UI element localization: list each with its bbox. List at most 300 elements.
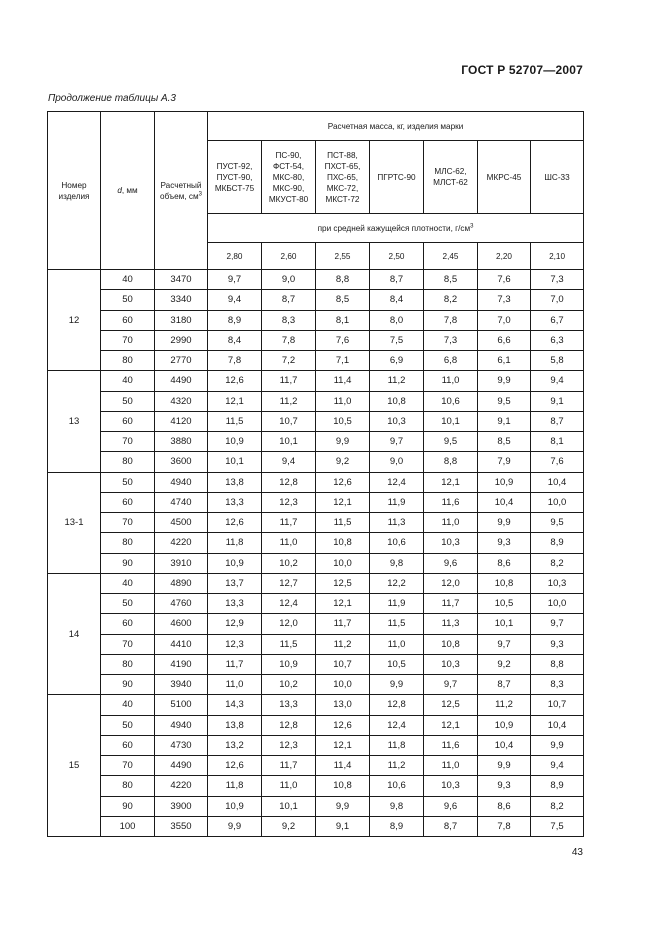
header-density-text: при средней кажущейся плотности, г/см [317,223,471,233]
diameter-cell: 70 [101,330,155,350]
mass-cell: 9,1 [478,411,531,431]
mass-cell: 8,9 [208,310,262,330]
header-density-value-5: 2,45 [424,243,478,270]
mass-cell: 10,3 [424,654,478,674]
mass-cell: 9,7 [478,634,531,654]
mass-cell: 9,9 [370,675,424,695]
table-row [48,310,584,330]
volume-cell: 4190 [155,654,208,674]
mass-cell: 7,3 [531,270,584,290]
mass-cell: 6,8 [424,351,478,371]
mass-cell: 6,9 [370,351,424,371]
mass-cell: 13,3 [208,492,262,512]
volume-cell: 3550 [155,816,208,836]
diameter-cell: 60 [101,735,155,755]
mass-cell: 9,6 [424,796,478,816]
table-row [48,614,584,634]
mass-cell: 12,4 [370,472,424,492]
mass-cell: 9,0 [262,270,316,290]
diameter-cell: 70 [101,432,155,452]
mass-cell: 11,4 [316,756,370,776]
mass-cell: 11,2 [478,695,531,715]
mass-cell: 7,0 [531,290,584,310]
mass-cell: 11,7 [262,513,316,533]
mass-cell: 9,6 [424,553,478,573]
mass-cell: 10,4 [478,492,531,512]
mass-cell: 13,2 [208,735,262,755]
mass-cell: 11,8 [208,776,262,796]
item-number-cell: 13 [48,371,101,472]
header-volume-sup: 3 [198,190,202,197]
mass-cell: 9,3 [478,533,531,553]
mass-cell: 9,8 [370,553,424,573]
mass-cell: 10,0 [531,594,584,614]
mass-cell: 11,7 [316,614,370,634]
mass-cell: 11,2 [370,756,424,776]
mass-table [47,111,584,837]
header-grade-4: ПГРТС-90 [370,141,424,214]
mass-cell: 10,9 [208,796,262,816]
mass-cell: 12,6 [316,715,370,735]
mass-cell: 9,1 [531,391,584,411]
mass-cell: 10,9 [478,472,531,492]
mass-cell: 5,8 [531,351,584,371]
mass-cell: 8,9 [370,816,424,836]
table-row [48,472,584,492]
mass-cell: 12,1 [208,391,262,411]
header-grade-2: ПС-90, ФСТ-54, МКС-80, МКС-90, МКУСТ-80 [262,141,316,214]
mass-cell: 10,0 [531,492,584,512]
mass-cell: 9,3 [478,776,531,796]
diameter-cell: 50 [101,715,155,735]
mass-cell: 8,5 [424,270,478,290]
volume-cell: 2990 [155,330,208,350]
mass-cell: 7,8 [478,816,531,836]
mass-cell: 9,0 [370,452,424,472]
mass-cell: 8,3 [531,675,584,695]
table-row [48,290,584,310]
mass-cell: 12,9 [208,614,262,634]
mass-cell: 11,6 [424,492,478,512]
mass-cell: 10,2 [262,553,316,573]
item-number-cell: 14 [48,573,101,695]
mass-cell: 12,7 [262,573,316,593]
mass-cell: 10,5 [370,654,424,674]
volume-cell: 3940 [155,675,208,695]
mass-cell: 8,1 [316,310,370,330]
mass-cell: 8,4 [208,330,262,350]
mass-cell: 12,8 [262,715,316,735]
mass-cell: 9,9 [208,816,262,836]
mass-cell: 11,9 [370,492,424,512]
mass-cell: 13,8 [208,715,262,735]
header-density-sup: 3 [470,222,474,229]
diameter-cell: 70 [101,513,155,533]
mass-cell: 10,5 [316,411,370,431]
mass-cell: 11,4 [316,371,370,391]
mass-cell: 10,1 [262,796,316,816]
volume-cell: 4320 [155,391,208,411]
diameter-cell: 50 [101,391,155,411]
mass-cell: 12,8 [262,472,316,492]
mass-cell: 11,3 [370,513,424,533]
mass-cell: 12,1 [316,594,370,614]
mass-cell: 7,6 [316,330,370,350]
diameter-cell: 50 [101,290,155,310]
mass-cell: 11,3 [424,614,478,634]
table-row [48,432,584,452]
mass-cell: 9,4 [531,371,584,391]
mass-cell: 9,7 [370,432,424,452]
mass-cell: 10,6 [370,776,424,796]
mass-cell: 13,7 [208,573,262,593]
table-row [48,330,584,350]
mass-cell: 10,6 [424,391,478,411]
table-row [48,573,584,593]
page-number: 43 [571,847,583,858]
mass-cell: 9,9 [478,513,531,533]
mass-cell: 7,1 [316,351,370,371]
mass-cell: 10,0 [316,675,370,695]
header-diameter-unit: , мм [121,186,138,195]
mass-cell: 10,2 [262,675,316,695]
mass-cell: 9,2 [316,452,370,472]
volume-cell: 3470 [155,270,208,290]
mass-cell: 10,4 [478,735,531,755]
diameter-cell: 80 [101,452,155,472]
volume-cell: 4940 [155,472,208,492]
mass-cell: 12,4 [262,594,316,614]
mass-cell: 9,5 [424,432,478,452]
mass-cell: 12,4 [370,715,424,735]
diameter-cell: 60 [101,614,155,634]
header-density-value-6: 2,20 [478,243,531,270]
item-number-cell: 12 [48,270,101,371]
mass-cell: 12,3 [208,634,262,654]
mass-cell: 13,3 [208,594,262,614]
mass-cell: 11,0 [424,756,478,776]
mass-cell: 12,6 [208,756,262,776]
mass-cell: 12,8 [370,695,424,715]
mass-cell: 12,1 [316,492,370,512]
mass-cell: 8,8 [424,452,478,472]
mass-cell: 11,7 [262,756,316,776]
mass-cell: 8,0 [370,310,424,330]
mass-cell: 11,0 [424,513,478,533]
mass-cell: 10,6 [370,533,424,553]
mass-cell: 11,0 [208,675,262,695]
mass-cell: 10,3 [531,573,584,593]
volume-cell: 4890 [155,573,208,593]
diameter-cell: 80 [101,533,155,553]
mass-cell: 7,5 [370,330,424,350]
mass-cell: 7,5 [531,816,584,836]
mass-cell: 9,1 [316,816,370,836]
header-density-value-3: 2,55 [316,243,370,270]
mass-cell: 11,2 [262,391,316,411]
volume-cell: 3340 [155,290,208,310]
mass-cell: 9,7 [531,614,584,634]
mass-cell: 11,2 [370,371,424,391]
mass-cell: 9,5 [478,391,531,411]
mass-cell: 9,8 [370,796,424,816]
mass-cell: 10,8 [370,391,424,411]
mass-cell: 11,7 [424,594,478,614]
volume-cell: 4490 [155,371,208,391]
mass-cell: 10,3 [424,533,478,553]
table-continuation-caption: Продолжение таблицы А.3 [48,93,176,104]
mass-cell: 7,8 [262,330,316,350]
volume-cell: 4740 [155,492,208,512]
mass-cell: 12,1 [424,715,478,735]
mass-cell: 12,6 [316,472,370,492]
volume-cell: 4220 [155,533,208,553]
table-row [48,411,584,431]
mass-cell: 8,7 [262,290,316,310]
table-row [48,735,584,755]
mass-cell: 10,8 [316,533,370,553]
volume-cell: 4410 [155,634,208,654]
volume-cell: 4760 [155,594,208,614]
mass-cell: 9,2 [478,654,531,674]
table-row [48,391,584,411]
diameter-cell: 90 [101,796,155,816]
mass-cell: 10,5 [478,594,531,614]
header-grade-7: ШС-33 [531,141,584,214]
table-row [48,756,584,776]
mass-cell: 10,9 [478,715,531,735]
volume-cell: 4500 [155,513,208,533]
mass-cell: 12,3 [262,492,316,512]
mass-cell: 9,9 [316,796,370,816]
mass-cell: 12,0 [262,614,316,634]
mass-cell: 11,2 [316,634,370,654]
mass-cell: 9,9 [478,371,531,391]
mass-cell: 8,6 [478,553,531,573]
header-density-value-7: 2,10 [531,243,584,270]
mass-cell: 12,5 [424,695,478,715]
item-number-cell: 13-1 [48,472,101,573]
mass-cell: 8,1 [531,432,584,452]
mass-cell: 11,0 [262,776,316,796]
header-grade-3: ПСТ-88, ПХСТ-65, ПХС-65, МКС-72, МКСТ-72 [316,141,370,214]
diameter-cell: 80 [101,351,155,371]
mass-cell: 9,5 [531,513,584,533]
mass-cell: 12,0 [424,573,478,593]
mass-cell: 11,5 [316,513,370,533]
mass-cell: 8,5 [316,290,370,310]
mass-cell: 8,7 [478,675,531,695]
header-volume [155,112,208,270]
volume-cell: 4730 [155,735,208,755]
mass-cell: 10,1 [424,411,478,431]
mass-cell: 6,6 [478,330,531,350]
mass-cell: 11,5 [370,614,424,634]
diameter-cell: 80 [101,654,155,674]
mass-cell: 8,2 [531,796,584,816]
mass-cell: 11,5 [208,411,262,431]
mass-cell: 8,9 [531,533,584,553]
mass-cell: 8,5 [478,432,531,452]
mass-cell: 9,7 [424,675,478,695]
mass-cell: 7,6 [478,270,531,290]
volume-cell: 2770 [155,351,208,371]
table-row [48,654,584,674]
mass-cell: 12,1 [424,472,478,492]
mass-cell: 7,9 [478,452,531,472]
table-row [48,634,584,654]
mass-cell: 8,7 [370,270,424,290]
volume-cell: 4940 [155,715,208,735]
mass-cell: 10,9 [262,654,316,674]
diameter-cell: 70 [101,634,155,654]
mass-cell: 8,4 [370,290,424,310]
header-mass: Расчетная масса, кг, изделия марки [208,112,584,141]
header-volume-text: Расчетный объем, см [160,180,202,201]
mass-cell: 6,1 [478,351,531,371]
diameter-cell: 60 [101,411,155,431]
volume-cell: 5100 [155,695,208,715]
mass-cell: 11,9 [370,594,424,614]
diameter-cell: 90 [101,675,155,695]
mass-cell: 8,9 [531,776,584,796]
mass-cell: 9,3 [531,634,584,654]
mass-cell: 12,1 [316,735,370,755]
mass-cell: 11,6 [424,735,478,755]
mass-cell: 11,0 [370,634,424,654]
mass-cell: 8,3 [262,310,316,330]
volume-cell: 3910 [155,553,208,573]
mass-cell: 7,2 [262,351,316,371]
mass-cell: 10,3 [370,411,424,431]
mass-cell: 10,7 [262,411,316,431]
mass-cell: 9,4 [531,756,584,776]
standard-number: ГОСТ Р 52707—2007 [461,63,583,77]
diameter-cell: 90 [101,553,155,573]
volume-cell: 4490 [155,756,208,776]
header-density [208,214,584,243]
mass-cell: 11,0 [424,371,478,391]
diameter-cell: 50 [101,594,155,614]
table-row [48,270,584,290]
mass-cell: 7,0 [478,310,531,330]
table-row [48,371,584,391]
mass-cell: 10,0 [316,553,370,573]
mass-cell: 7,6 [531,452,584,472]
mass-cell: 10,4 [531,715,584,735]
mass-cell: 12,2 [370,573,424,593]
diameter-cell: 40 [101,573,155,593]
volume-cell: 4220 [155,776,208,796]
mass-cell: 9,7 [208,270,262,290]
table-row [48,492,584,512]
header-item-number: Номер изделия [48,112,101,270]
table-row [48,796,584,816]
mass-cell: 13,8 [208,472,262,492]
header-grade-6: МКРС-45 [478,141,531,214]
mass-cell: 10,9 [208,432,262,452]
mass-cell: 9,4 [208,290,262,310]
item-number-cell: 15 [48,695,101,837]
mass-cell: 12,3 [262,735,316,755]
diameter-cell: 80 [101,776,155,796]
table-row [48,553,584,573]
mass-cell: 8,2 [424,290,478,310]
table-row [48,715,584,735]
diameter-cell: 70 [101,756,155,776]
mass-cell: 9,9 [531,735,584,755]
mass-cell: 7,3 [478,290,531,310]
mass-cell: 9,9 [316,432,370,452]
mass-cell: 10,7 [531,695,584,715]
mass-cell: 12,6 [208,513,262,533]
table-row [48,533,584,553]
header-diameter [101,112,155,270]
mass-cell: 7,3 [424,330,478,350]
mass-cell: 8,8 [316,270,370,290]
table-row [48,816,584,836]
mass-cell: 13,3 [262,695,316,715]
volume-cell: 3600 [155,452,208,472]
mass-cell: 14,3 [208,695,262,715]
mass-cell: 12,6 [208,371,262,391]
mass-cell: 11,8 [208,533,262,553]
diameter-cell: 100 [101,816,155,836]
header-density-value-1: 2,80 [208,243,262,270]
mass-cell: 10,9 [208,553,262,573]
mass-cell: 10,1 [262,432,316,452]
header-density-value-2: 2,60 [262,243,316,270]
table-row [48,594,584,614]
table-row [48,695,584,715]
diameter-cell: 40 [101,695,155,715]
mass-cell: 9,9 [478,756,531,776]
volume-cell: 4120 [155,411,208,431]
mass-cell: 8,2 [531,553,584,573]
table-row [48,675,584,695]
diameter-cell: 40 [101,371,155,391]
mass-cell: 10,1 [478,614,531,634]
mass-cell: 11,0 [316,391,370,411]
table-row [48,513,584,533]
volume-cell: 4600 [155,614,208,634]
mass-cell: 10,8 [478,573,531,593]
mass-cell: 8,6 [478,796,531,816]
header-grade-1: ПУСТ-92, ПУСТ-90, МКБСТ-75 [208,141,262,214]
header-density-value-4: 2,50 [370,243,424,270]
mass-cell: 9,2 [262,816,316,836]
mass-cell: 11,7 [208,654,262,674]
mass-cell: 10,1 [208,452,262,472]
mass-cell: 10,4 [531,472,584,492]
header-grade-5: МЛС-62, МЛСТ-62 [424,141,478,214]
volume-cell: 3180 [155,310,208,330]
mass-cell: 12,5 [316,573,370,593]
mass-cell: 8,7 [531,411,584,431]
table-row [48,776,584,796]
mass-cell: 11,5 [262,634,316,654]
mass-cell: 11,0 [262,533,316,553]
mass-cell: 7,8 [208,351,262,371]
mass-cell: 11,8 [370,735,424,755]
mass-cell: 6,3 [531,330,584,350]
mass-cell: 11,7 [262,371,316,391]
diameter-cell: 40 [101,270,155,290]
diameter-cell: 60 [101,310,155,330]
table-row [48,452,584,472]
diameter-cell: 60 [101,492,155,512]
volume-cell: 3880 [155,432,208,452]
